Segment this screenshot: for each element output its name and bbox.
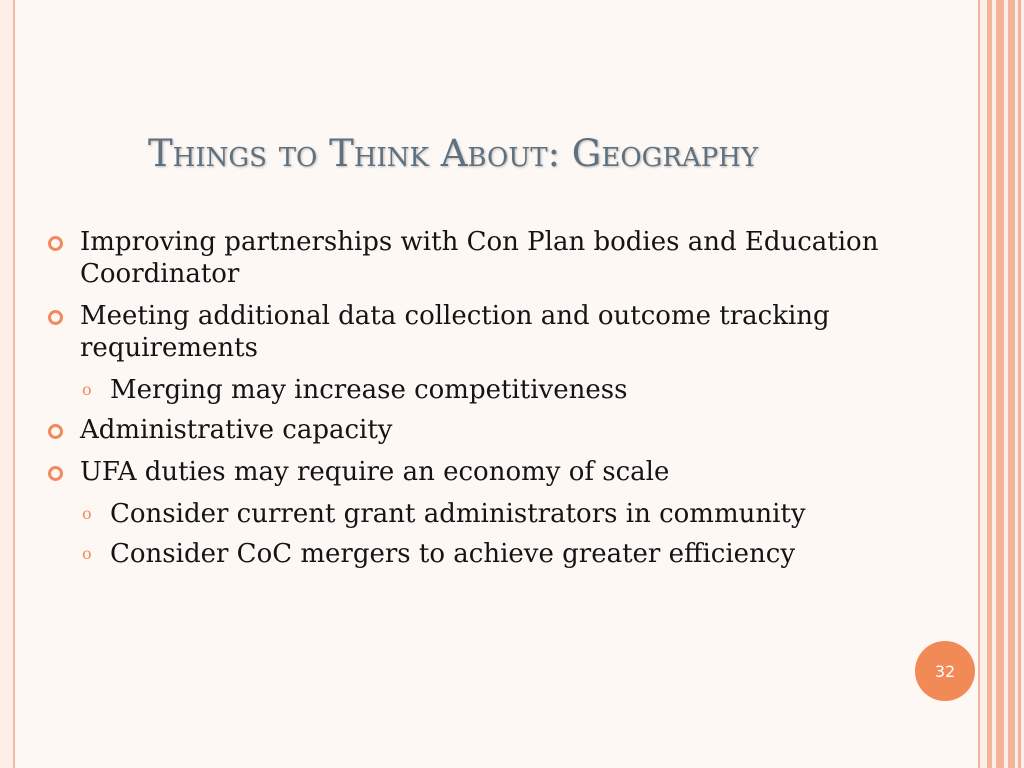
sub-bullet-item xyxy=(48,498,908,530)
decor-stripe xyxy=(978,0,980,768)
sub-bullet-text: Consider current grant administrators in community xyxy=(110,499,806,529)
sub-bullet-icon: o xyxy=(82,380,92,399)
bullet-text: Administrative capacity xyxy=(80,415,393,445)
bullet-item xyxy=(48,456,908,488)
circle-bullet-icon xyxy=(48,466,63,481)
sub-bullet-text: Merging may increase competitiveness xyxy=(110,375,628,405)
sub-bullet-item xyxy=(48,374,908,406)
circle-bullet-icon xyxy=(48,236,63,251)
decor-stripe xyxy=(996,0,1004,768)
bullet-item xyxy=(48,226,908,290)
sub-bullet-item xyxy=(48,538,908,570)
bullet-item xyxy=(48,300,908,364)
sub-bullet-icon: o xyxy=(82,544,92,563)
sub-bullet-icon: o xyxy=(82,504,92,523)
decor-stripe xyxy=(987,0,992,768)
slide-title: Things to Think About: Geography xyxy=(148,132,759,175)
circle-bullet-icon xyxy=(48,310,63,325)
circle-bullet-icon xyxy=(48,424,63,439)
bullet-text: UFA duties may require an economy of scale xyxy=(80,457,670,487)
decor-stripe xyxy=(1008,0,1015,768)
bullet-item xyxy=(48,414,908,446)
page-number-badge: 32 xyxy=(915,641,975,701)
sub-bullet-text: Consider CoC mergers to achieve greater efficiency xyxy=(110,539,796,569)
bullet-list xyxy=(48,226,908,578)
decor-stripe xyxy=(1018,0,1021,768)
bullet-text: Meeting additional data collection and outcome tracking requirements xyxy=(80,301,830,363)
bullet-text: Improving partnerships with Con Plan bodies and Education Coordinator xyxy=(80,227,879,289)
left-border xyxy=(0,0,15,768)
